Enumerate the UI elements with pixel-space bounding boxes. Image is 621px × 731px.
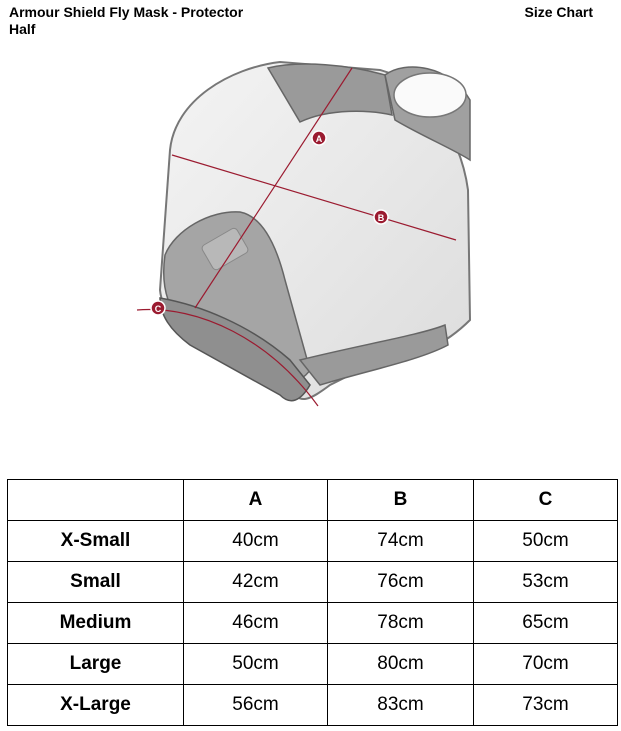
size-name: Medium [8,603,184,644]
size-name: Small [8,562,184,603]
table-row [8,685,618,726]
size-name: X-Large [8,685,184,726]
value-a: 46cm [184,603,328,644]
header-a: A [184,480,328,521]
header-empty [8,480,184,521]
size-name: X-Small [8,521,184,562]
table-row [8,562,618,603]
value-b: 78cm [328,603,474,644]
value-b: 80cm [328,644,474,685]
header-c: C [474,480,618,521]
value-a: 40cm [184,521,328,562]
value-c: 53cm [474,562,618,603]
table-row [8,521,618,562]
fly-mask-diagram [0,40,621,420]
value-b: 74cm [328,521,474,562]
value-c: 70cm [474,644,618,685]
marker-b-label: B [377,213,385,223]
value-c: 50cm [474,521,618,562]
value-b: 76cm [328,562,474,603]
table-header-row [8,480,618,521]
marker-b [374,210,388,224]
value-a: 56cm [184,685,328,726]
value-a: 50cm [184,644,328,685]
value-b: 83cm [328,685,474,726]
value-c: 73cm [474,685,618,726]
size-chart-label: Size Chart [524,4,593,20]
table-row [8,644,618,685]
size-name: Large [8,644,184,685]
size-table [7,479,618,726]
marker-c [151,301,165,315]
ear-hole [394,73,466,117]
page-title: Armour Shield Fly Mask - Protector Half [9,4,244,37]
table-row [8,603,618,644]
value-c: 65cm [474,603,618,644]
header-b: B [328,480,474,521]
marker-c-label: C [154,304,162,314]
value-a: 42cm [184,562,328,603]
marker-a-label: A [315,134,323,144]
marker-a [312,131,326,145]
